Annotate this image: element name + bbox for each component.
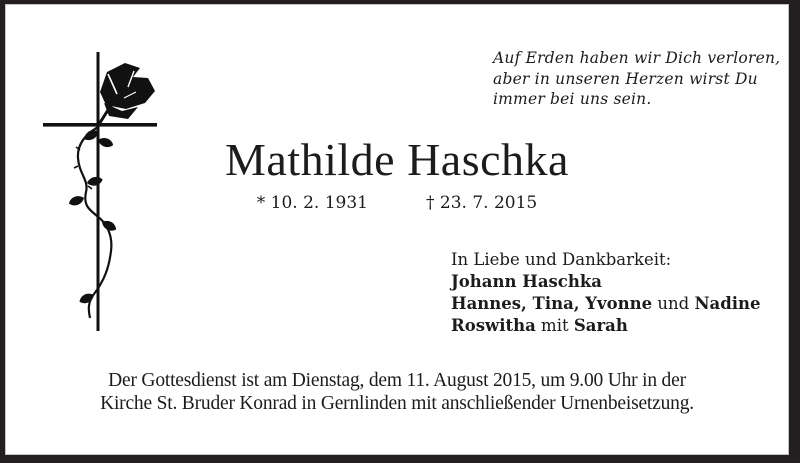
quote-line-3: immer bei uns sein. [493, 90, 652, 108]
service-announcement [5, 370, 789, 415]
dedication-line-1: Johann Haschka [451, 272, 602, 291]
quote-line-2: aber in unseren Herzen wirst Du [493, 69, 758, 88]
service-line-1: Der Gottesdienst ist am Dienstag, dem 11. August 2015, um 9.00 Uhr in der [108, 370, 686, 391]
dedication-line-3: Roswitha mit Sarah [451, 316, 628, 335]
dedication-intro: In Liebe und Dankbarkeit: [451, 250, 672, 269]
deceased-name: Mathilde Haschka [225, 134, 569, 185]
service-line-2: Kirche St. Bruder Konrad in Gernlinden mit anschließender Urnenbeisetzung. [100, 392, 694, 414]
quote-line-1: Auf Erden haben wir Dich verloren, [493, 49, 781, 67]
dedication-line-2: Hannes, Tina, Yvonne und Nadine [451, 294, 761, 313]
cross-with-rose-icon [38, 46, 160, 336]
birth-date: * 10. 2. 1931 [256, 193, 368, 213]
life-dates [5, 192, 789, 214]
family-dedication [451, 249, 761, 337]
memorial-quote [493, 48, 780, 110]
death-date: † 23. 7. 2015 [426, 193, 538, 213]
